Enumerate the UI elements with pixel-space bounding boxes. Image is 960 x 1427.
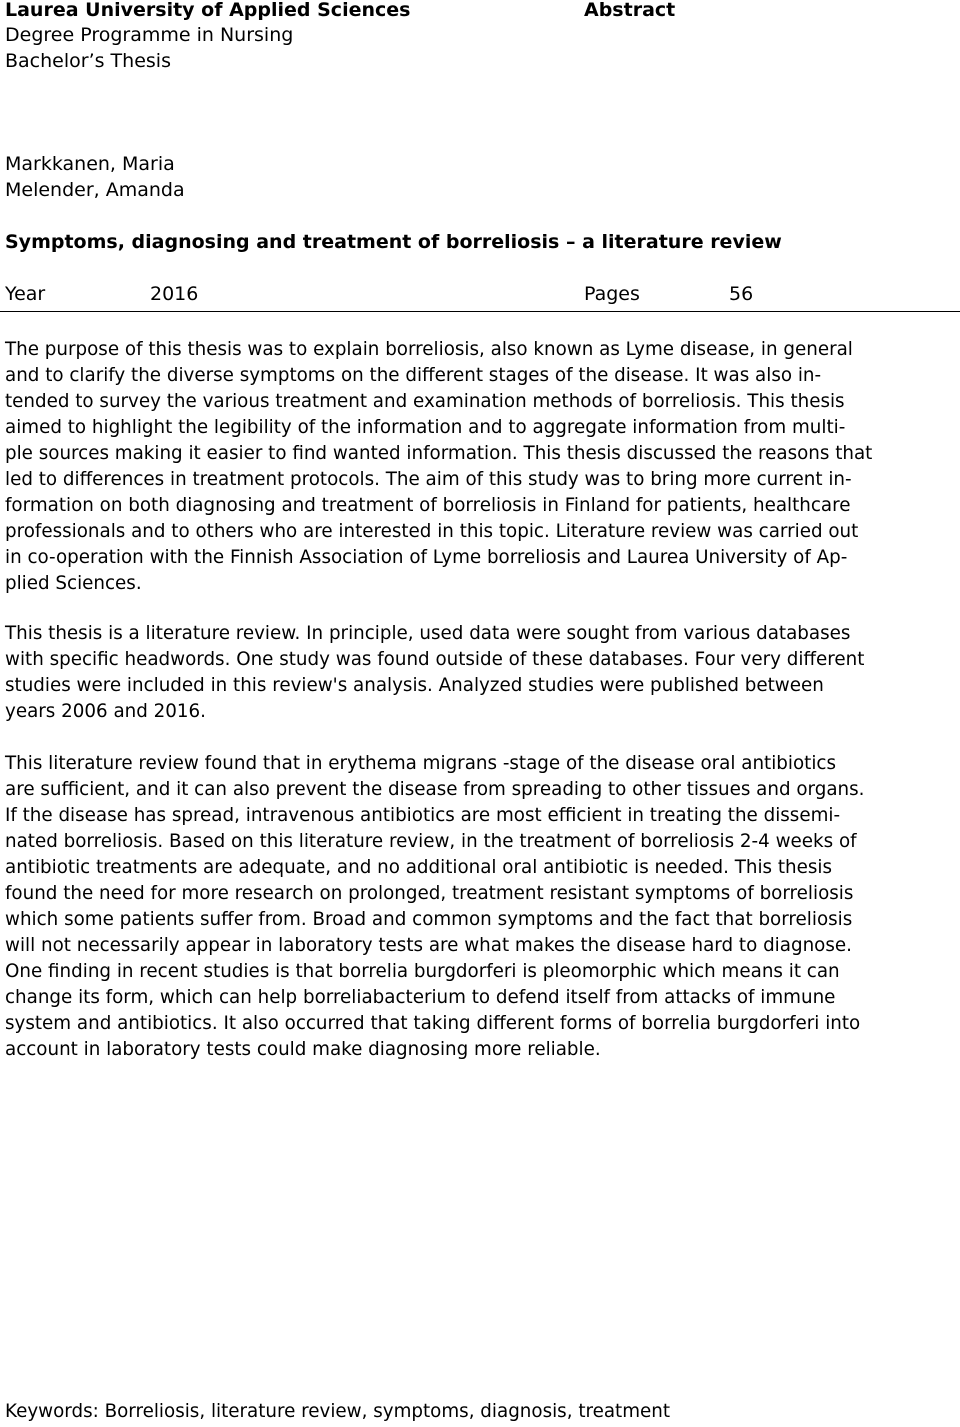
thesis-title: Symptoms, diagnosing and treatment of borreliosis – a literature review [5,231,782,253]
abstract-line: are sufficient, and it can also prevent the disease from spreading to other tissues and organs. [5,779,865,800]
abstract-line: This thesis is a literature review. In principle, used data were sought from various databases [5,623,851,644]
abstract-line: tended to survey the various treatment and examination methods of borreliosis. This thesis [5,391,845,412]
abstract-line: led to differences in treatment protocols. The aim of this study was to bring more current in- [5,469,852,490]
abstract-line: aimed to highlight the legibility of the information and to aggregate information from multi- [5,417,846,438]
abstract-line: will not necessarily appear in laboratory tests are what makes the disease hard to diagnose. [5,935,852,956]
abstract-line: which some patients suffer from. Broad and common symptoms and the fact that borreliosis [5,909,853,930]
abstract-line: formation on both diagnosing and treatment of borreliosis in Finland for patients, healthcare [5,495,851,516]
abstract-line: This literature review found that in erythema migrans -stage of the disease oral antibiotics [5,753,836,774]
abstract-line: with specific headwords. One study was found outside of these databases. Four very different [5,649,865,670]
author-name: Melender, Amanda [5,179,185,201]
abstract-paragraph-1 [5,337,955,597]
abstract-paragraph-3 [5,751,955,1063]
section-title: Abstract [584,0,676,21]
pages-value: 56 [729,283,754,305]
year-value: 2016 [150,283,199,305]
abstract-line: and to clarify the diverse symptoms on the different stages of the disease. It was also in- [5,365,822,386]
abstract-line: ple sources making it easier to find wanted information. This thesis discussed the reasons that [5,443,873,464]
pages-label: Pages [584,283,640,305]
abstract-line: antibiotic treatments are adequate, and no additional oral antibiotic is needed. This thesis [5,857,832,878]
degree-programme: Degree Programme in Nursing [5,24,294,46]
author-name: Markkanen, Maria [5,153,175,175]
divider-rule [0,311,960,312]
keywords: Keywords: Borreliosis, literature review, symptoms, diagnosis, treatment [5,1401,671,1422]
abstract-line: professionals and to others who are interested in this topic. Literature review was carried out [5,521,859,542]
abstract-line: studies were included in this review's analysis. Analyzed studies were published between [5,675,824,696]
year-label: Year [5,283,46,305]
abstract-line: One finding in recent studies is that borrelia burgdorferi is pleomorphic which means it can [5,961,840,982]
abstract-line: system and antibiotics. It also occurred that taking different forms of borrelia burgdorferi into [5,1013,861,1034]
abstract-line: The purpose of this thesis was to explain borreliosis, also known as Lyme disease, in general [5,339,853,360]
abstract-line: account in laboratory tests could make diagnosing more reliable. [5,1039,601,1060]
abstract-line: nated borreliosis. Based on this literature review, in the treatment of borreliosis 2-4 weeks of [5,831,857,852]
abstract-line: plied Sciences. [5,573,142,594]
abstract-line: found the need for more research on prolonged, treatment resistant symptoms of borreliosis [5,883,854,904]
abstract-line: If the disease has spread, intravenous antibiotics are most efficient in treating the dissemi- [5,805,841,826]
thesis-type: Bachelor’s Thesis [5,50,171,72]
abstract-paragraph-2 [5,621,955,725]
university-name: Laurea University of Applied Sciences [5,0,411,21]
abstract-line: change its form, which can help borreliabacterium to defend itself from attacks of immune [5,987,836,1008]
abstract-line: years 2006 and 2016. [5,701,206,722]
abstract-line: in co-operation with the Finnish Association of Lyme borreliosis and Laurea University of Ap- [5,547,848,568]
